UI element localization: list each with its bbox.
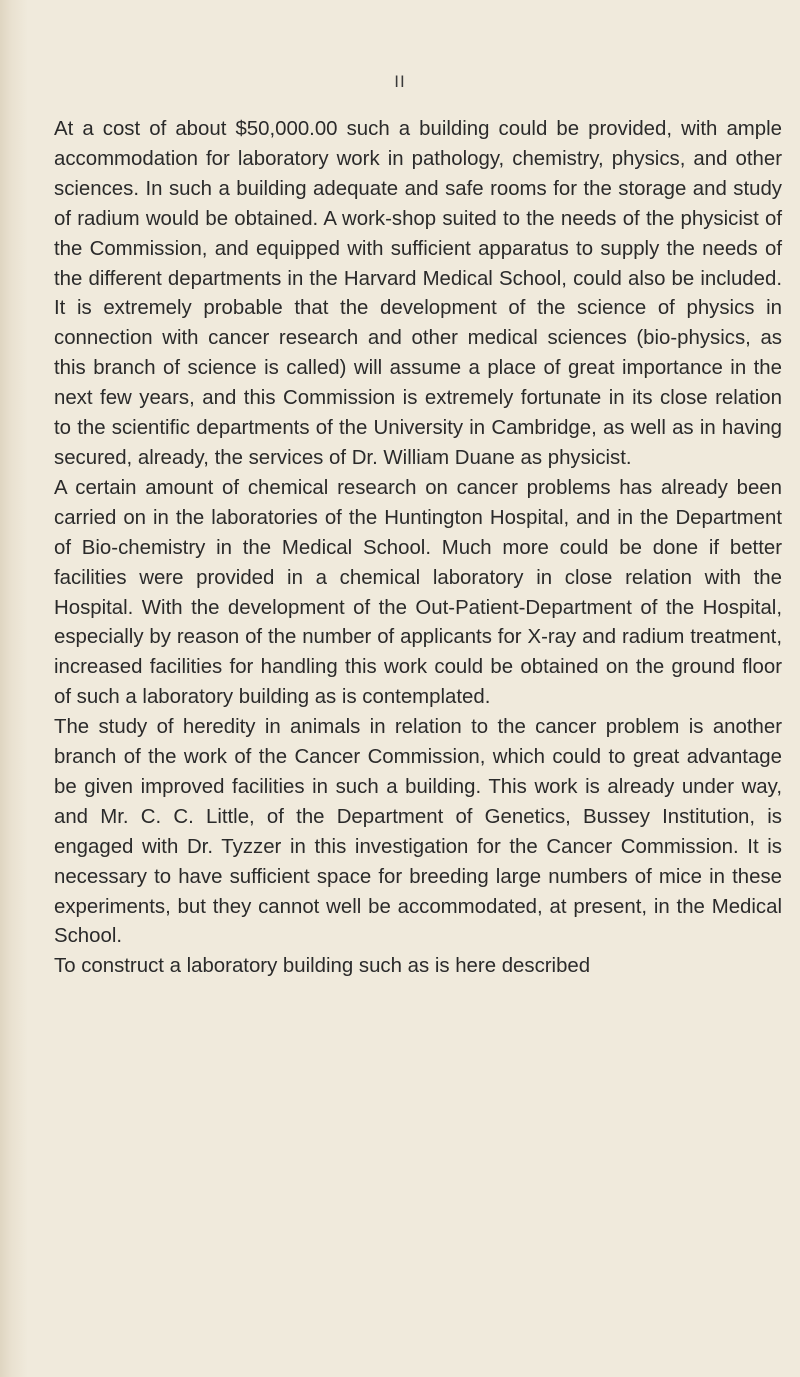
page-edge-shadow	[0, 0, 28, 1377]
paragraph-4: To construct a laboratory building such as is here described	[54, 955, 591, 978]
body-text	[54, 115, 782, 982]
paragraph-2: A certain amount of chemical research on cancer problems has already been carried on in the laboratories of the Huntington Hospital, and in the Department of Bio-chemistry in the Medical School. Much more could be done if better facilities were provided in a chemical laboratory in close relation with the Hospital. With the development of the Out-Patient-Department of the Hospital, especially by reason of the number of applicants for X-ray and radium treatment, increased facilities for handling this work could be obtained on the ground floor of such a laboratory building as is contemplated.	[54, 476, 782, 709]
paragraph-3: The study of heredity in animals in relation to the cancer problem is another branch of the work of the Cancer Commission, which could to great advantage be given improved facilities in such a building. This work is already under way, and Mr. C. C. Little, of the Department of Genetics, Bussey Institution, is engaged with Dr. Tyzzer in this investigation for the Cancer Commission. It is necessary to have sufficient space for breeding large numbers of mice in these experiments, but they cannot well be accommodated, at present, in the Medical School.	[54, 716, 782, 948]
page-number: II	[394, 72, 406, 91]
paragraph-1: At a cost of about $50,000.00 such a building could be provided, with ample accommodation for laboratory work in pathology, chemistry, physics, and other sciences. In such a building adequate and safe rooms for the storage and study of radium would be obtained. A work-shop suited to the needs of the physicist of the Commission, and equipped with sufficient apparatus to supply the needs of the different departments in the Harvard Medical School, could also be included. It is extremely probable that the development of the science of physics in connection with cancer research and other medical sciences (bio-physics, as this branch of science is called) will assume a place of great importance in the next few years, and this Commission is extremely fortunate in its close relation to the scientific departments of the University in Cambridge, as well as in having secured, already, the services of Dr. William Duane as physicist.	[54, 118, 782, 469]
